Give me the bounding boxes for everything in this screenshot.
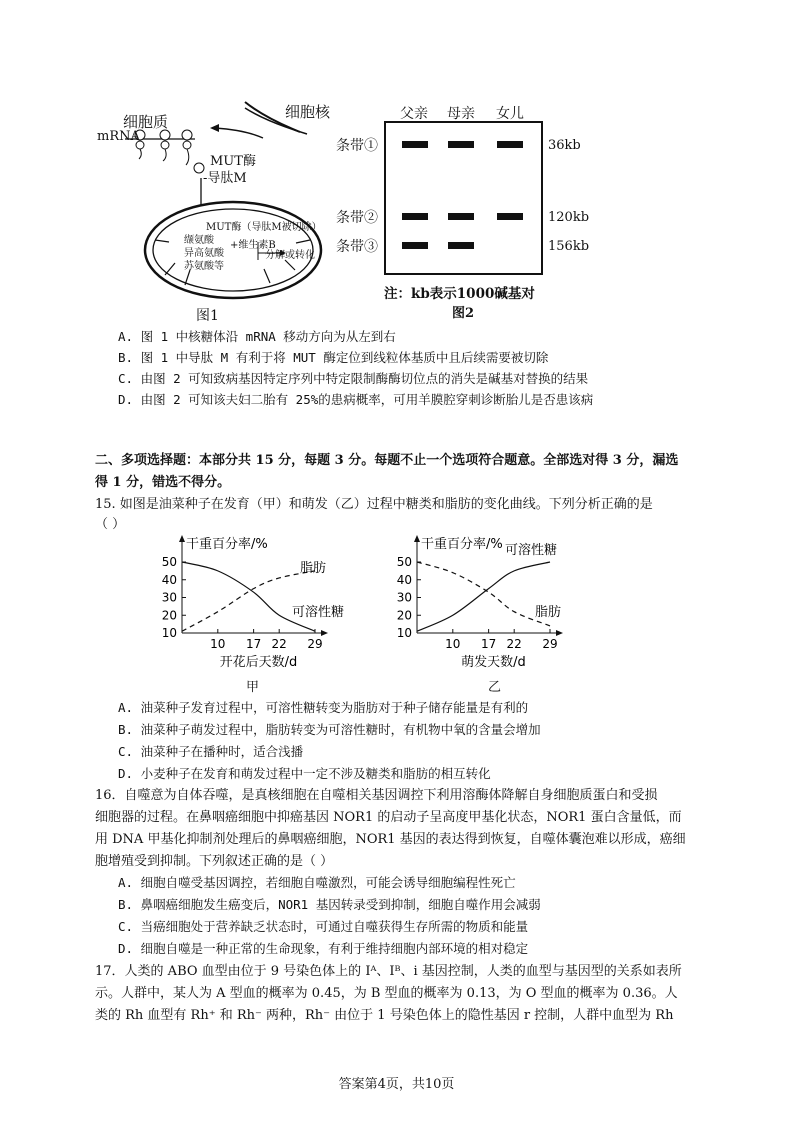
series-label-1: 可溶性糖 [292, 605, 345, 620]
x-tick-label: 10 [445, 637, 461, 651]
band-3-label: 条带③ [336, 239, 378, 255]
chart-yi-caption: 乙 [488, 680, 502, 695]
x-tick-label: 22 [506, 637, 522, 651]
q16-option-d: D. 细胞自噬是一种正常的生命现象，有利于维持细胞内部环境的相对稳定 [118, 941, 529, 956]
label-aa1: 缬氨酸 [184, 235, 214, 246]
q16-line-2: 细胞器的过程。在鼻咽癌细胞中抑癌基因 NOR1 的启动子呈高度甲基化状态，NOR1 蛋白含量低，而 [95, 810, 682, 825]
band-mother-1 [448, 141, 474, 148]
q14-option-b: B. 图 1 中导肽 M 有利于将 MUT 酶定位到线粒体基质中且后续需要被切除 [118, 350, 549, 365]
page-footer: 答案第4页，共10页 [338, 1077, 455, 1092]
band-2-label: 条带② [336, 210, 378, 226]
size-156kb: 156kb [548, 239, 590, 254]
q15-option-b: B. 油菜种子萌发过程中，脂肪转变为可溶性糖时，有机物中氧的含量会增加 [118, 722, 541, 737]
q15-option-a: A. 油菜种子发育过程中，可溶性糖转变为脂肪对于种子储存能量是有利的 [118, 700, 529, 715]
y-tick-label: 10 [396, 626, 412, 640]
y-tick-label: 50 [396, 555, 412, 569]
q16-option-c: C. 当癌细胞处于营养缺乏状态时，可通过自噬获得生存所需的物质和能量 [118, 919, 529, 934]
y-tick-label: 20 [396, 608, 412, 623]
y-axis-arrow-icon [414, 535, 420, 542]
label-mut-enzyme: MUT酶 [210, 154, 256, 169]
q16-line-1: 16．自噬意为自体吞噬，是真核细胞在自噬相关基因调控下利用溶酶体降解自身细胞质蛋白和受损 [95, 788, 658, 803]
lane-mother: 母亲 [447, 106, 475, 122]
band-father-1 [402, 141, 428, 148]
q17-line-2: 示。人群中，某人为 A 型血的概率为 0.45，为 B 型血的概率为 0.13，为 O 型血的概率为 0.36。人 [95, 986, 678, 1001]
x-axis-arrow-icon [321, 630, 328, 636]
q15-option-c: C. 油菜种子在播种时，适合浅播 [118, 744, 304, 759]
series-line-0 [417, 562, 550, 631]
x-tick-label: 10 [210, 637, 226, 651]
band-1-label: 条带① [336, 138, 378, 154]
section-2-heading-line2: 得 1 分，错选不得分。 [95, 475, 231, 490]
y-tick-label: 50 [161, 555, 177, 569]
label-peptide-m: -导肽M [203, 171, 247, 186]
label-aa3: 苏氨酸等 [184, 261, 224, 272]
q15-paren: （ ） [95, 517, 126, 532]
series-label-0: 脂肪 [300, 561, 327, 576]
x-tick-label: 17 [480, 637, 497, 651]
y-tick-label: 30 [396, 590, 412, 605]
label-decompose: 分解或转化 [265, 250, 315, 261]
x-axis-arrow-icon [556, 630, 563, 636]
lane-father: 父亲 [400, 106, 428, 122]
q16-line-3: 用 DNA 甲基化抑制剂处理后的鼻咽癌细胞，NOR1 基因的表达得到恢复，自噬体囊泡难以形成，癌细 [95, 832, 686, 847]
y-tick-label: 30 [161, 590, 177, 605]
section-2-heading-line1: 二、多项选择题：本部分共 15 分，每题 3 分。每题不止一个选项符合题意。全部选对得 3 分，漏选 [95, 453, 679, 468]
label-vitamin: +维生素B [230, 240, 276, 251]
gel-note: 注：kb表示1000碱基对 [384, 286, 535, 302]
q16-option-a: A. 细胞自噬受基因调控，若细胞自噬激烈，可能会诱导细胞编程性死亡 [118, 875, 516, 890]
x-tick-label: 17 [245, 637, 262, 651]
band-daughter-2 [497, 213, 523, 220]
size-120kb: 120kb [548, 210, 590, 225]
x-axis-label: 开花后天数/d [219, 655, 298, 670]
y-tick-label: 40 [396, 572, 412, 587]
band-daughter-1 [497, 141, 523, 148]
y-axis-label: 干重百分率/% [186, 537, 268, 552]
label-cut: MUT酶（导肽M被切除） [206, 222, 322, 233]
band-father-3 [402, 242, 428, 249]
lane-daughter: 女儿 [496, 106, 524, 122]
figure-2-caption: 图2 [452, 306, 475, 321]
label-cytoplasm: 细胞质 [123, 113, 169, 131]
q14-option-c: C. 由图 2 可知致病基因特定序列中特定限制酶酶切位点的消失是碱基对替换的结果 [118, 371, 589, 386]
q17-line-1: 17．人类的 ABO 血型由位于 9 号染色体上的 Iᴬ、Iᴮ、i 基因控制，人类的血型与基因型的关系如表所 [95, 964, 682, 979]
chart-yi [385, 530, 615, 670]
q16-line-4: 胞增殖受到抑制。下列叙述正确的是（ ） [95, 854, 334, 869]
q15-option-d: D. 小麦种子在发育和萌发过程中一定不涉及糖类和脂肪的相互转化 [118, 766, 491, 781]
band-mother-2 [448, 213, 474, 220]
q14-option-a: A. 图 1 中核糖体沿 mRNA 移动方向为从左到右 [118, 329, 396, 344]
q14-option-d: D. 由图 2 可知该夫妇二胎有 25%的患病概率，可用羊膜腔穿刺诊断胎儿是否患该病 [118, 392, 594, 407]
series-label-0: 可溶性糖 [505, 543, 558, 558]
label-mrna: mRNA [97, 129, 140, 144]
arrow-nucleus-to-cytoplasm [215, 128, 263, 138]
label-nucleus: 细胞核 [285, 103, 331, 121]
q16-option-b: B. 鼻咽癌细胞发生癌变后，NOR1 基因转录受到抑制，细胞自噬作用会减弱 [118, 897, 541, 912]
figure-1-caption: 图1 [196, 308, 219, 324]
series-line-0 [182, 571, 315, 631]
x-tick-label: 29 [307, 637, 323, 651]
x-axis-label: 萌发天数/d [461, 655, 526, 670]
x-tick-label: 22 [271, 637, 287, 651]
series-label-1: 脂肪 [535, 605, 562, 620]
series-line-1 [417, 562, 550, 626]
band-father-2 [402, 213, 428, 220]
chart-jia [150, 530, 380, 670]
label-aa2: 异高氨酸 [184, 248, 224, 259]
y-tick-label: 10 [161, 626, 177, 640]
q15-stem: 15. 如图是油菜种子在发育（甲）和萌发（乙）过程中糖类和脂肪的变化曲线。下列分析正确的是 [95, 497, 653, 512]
y-tick-label: 40 [161, 572, 177, 587]
chart-jia-caption: 甲 [246, 680, 260, 695]
y-tick-label: 20 [161, 608, 177, 623]
x-tick-label: 29 [542, 637, 558, 651]
band-mother-3 [448, 242, 474, 249]
q17-line-3: 类的 Rh 血型有 Rh⁺ 和 Rh⁻ 两种，Rh⁻ 由位于 1 号染色体上的隐性基因 r 控制，人群中血型为 Rh [95, 1008, 674, 1023]
y-axis-arrow-icon [179, 535, 185, 542]
size-36kb: 36kb [548, 138, 581, 153]
y-axis-label: 干重百分率/% [421, 537, 503, 552]
